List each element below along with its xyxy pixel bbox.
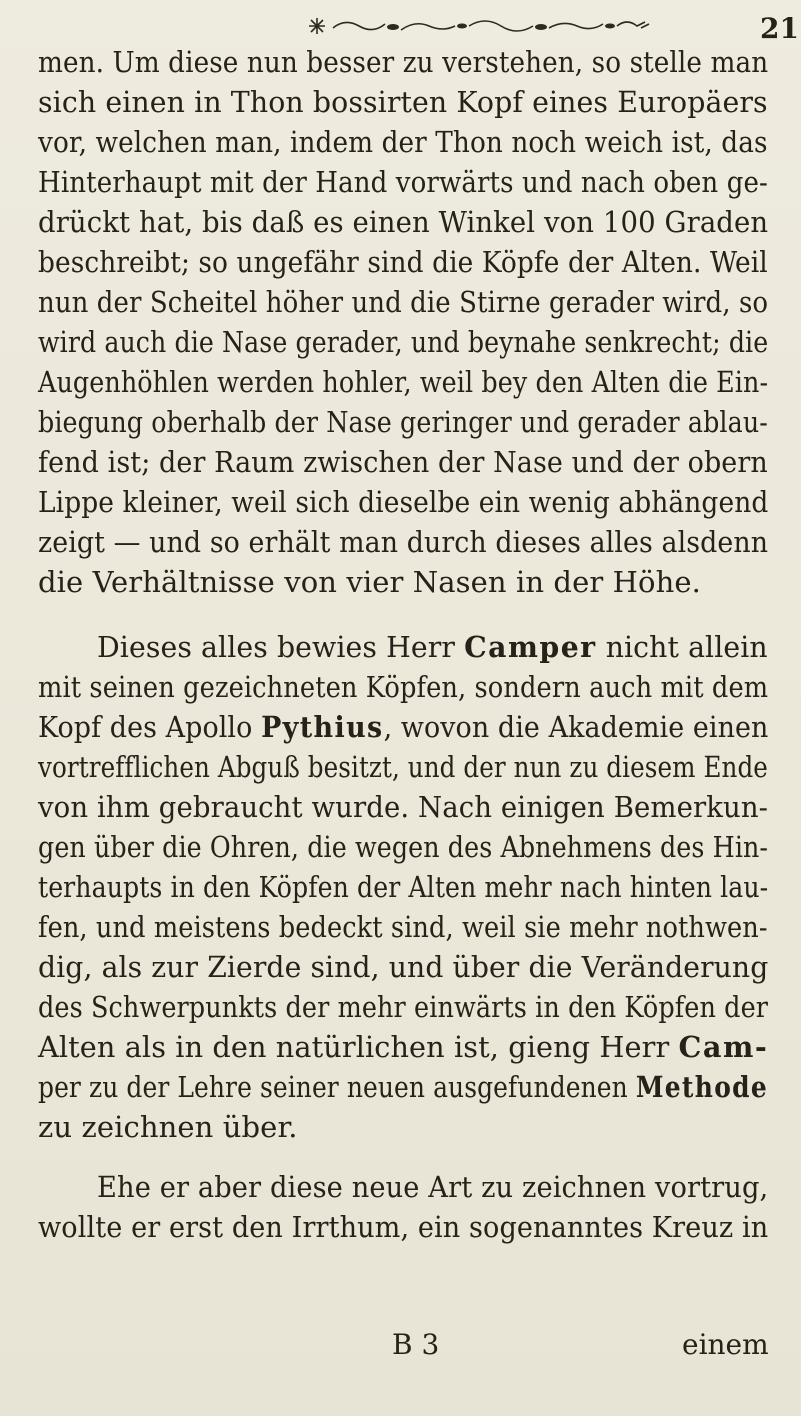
text-run: , wovon die Akademie einen [383, 710, 769, 744]
text-run: von ihm gebraucht wurde. Nach einigen Bemerkun- [38, 790, 769, 824]
printers-ornament-icon [305, 14, 665, 38]
text-run: dig, als zur Zierde sind, und über die Veränderung [38, 950, 769, 984]
text-line [38, 667, 768, 707]
text-line: Hinterhaupt mit der Hand vorwärts und nach oben ge- [38, 165, 768, 199]
text-line: zeigt — und so erhält man durch dieses alles alsdenn [38, 525, 769, 559]
text-line: biegung oberhalb der Nase geringer und gerader ablau- [38, 405, 768, 439]
text-line [38, 947, 768, 987]
text-run: vortrefflichen Abguß besitzt, und der nun zu diesem Ende [38, 750, 768, 784]
text-line: Lippe kleiner, weil sich dieselbe ein wenig abhängend [38, 485, 769, 519]
text-run: Dieses alles bewies Herr [97, 630, 465, 664]
text-line [38, 1107, 298, 1147]
text-line: beschreibt; so ungefähr sind die Köpfe der Alten. Weil [38, 245, 768, 279]
text-run: fen, und meistens bedeckt sind, weil sie mehr nothwen- [38, 910, 768, 944]
text-run: nicht allein [596, 630, 768, 664]
emphasized-name: Pythius [261, 710, 384, 744]
text-run: mit seinen gezeichneten Köpfen, sondern auch mit dem [38, 670, 769, 704]
emphasized-name: Methode [635, 1070, 769, 1104]
text-line: Augenhöhlen werden hohler, weil bey den Alten die Ein- [38, 365, 769, 399]
text-line: die Verhältnisse von vier Nasen in der Höhe. [38, 565, 701, 599]
text-run: gen über die Ohren, die wegen des Abnehmens des Hin- [38, 830, 769, 864]
text-line: drückt hat, bis daß es einen Winkel von 100 Graden [38, 205, 769, 239]
text-line [38, 1067, 768, 1107]
text-line [38, 1027, 768, 1067]
text-run: wollte er erst den Irrthum, ein sogenanntes Kreuz in [38, 1210, 769, 1244]
text-line [38, 907, 768, 947]
text-run: terhaupts in den Köpfen der Alten mehr nach hinten lau- [38, 870, 769, 904]
text-run: Alten als in den natürlichen ist, gieng Herr [38, 1030, 679, 1064]
text-run: Kopf des Apollo [38, 710, 262, 744]
text-line [38, 707, 768, 747]
text-line [38, 867, 768, 907]
text-line [38, 1207, 768, 1247]
text-line [38, 827, 768, 867]
text-run: des Schwerpunkts der mehr einwärts in den Köpfen der [38, 990, 769, 1024]
emphasized-name: Camper [464, 630, 597, 664]
text-run: Ehe er aber diese neue Art zu zeichnen vortrug, [97, 1170, 769, 1204]
text-line: fend ist; der Raum zwischen der Nase und der obern [38, 445, 768, 479]
text-line: men. Um diese nun besser zu verstehen, so stelle man [38, 45, 769, 79]
text-line: vor, welchen man, indem der Thon noch weich ist, das [38, 125, 768, 159]
text-line: wird auch die Nase gerader, und beynahe senkrecht; die [38, 325, 769, 359]
text-line [38, 787, 768, 827]
text-line: nun der Scheitel höher und die Stirne gerader wird, so [38, 285, 769, 319]
text-run: per zu der Lehre seiner neuen ausgefundenen [38, 1070, 636, 1104]
emphasized-name: Cam- [678, 1030, 769, 1064]
text-line [38, 987, 768, 1027]
catchword: einem [682, 1328, 769, 1361]
text-line [97, 627, 768, 667]
text-run: zu zeichnen über. [38, 1110, 298, 1144]
text-line: sich einen in Thon bossirten Kopf eines Europäers [38, 85, 768, 119]
signature-mark: B 3 [392, 1328, 440, 1361]
text-line [38, 747, 768, 787]
text-line [97, 1167, 768, 1207]
page-number: 21 [760, 12, 799, 45]
